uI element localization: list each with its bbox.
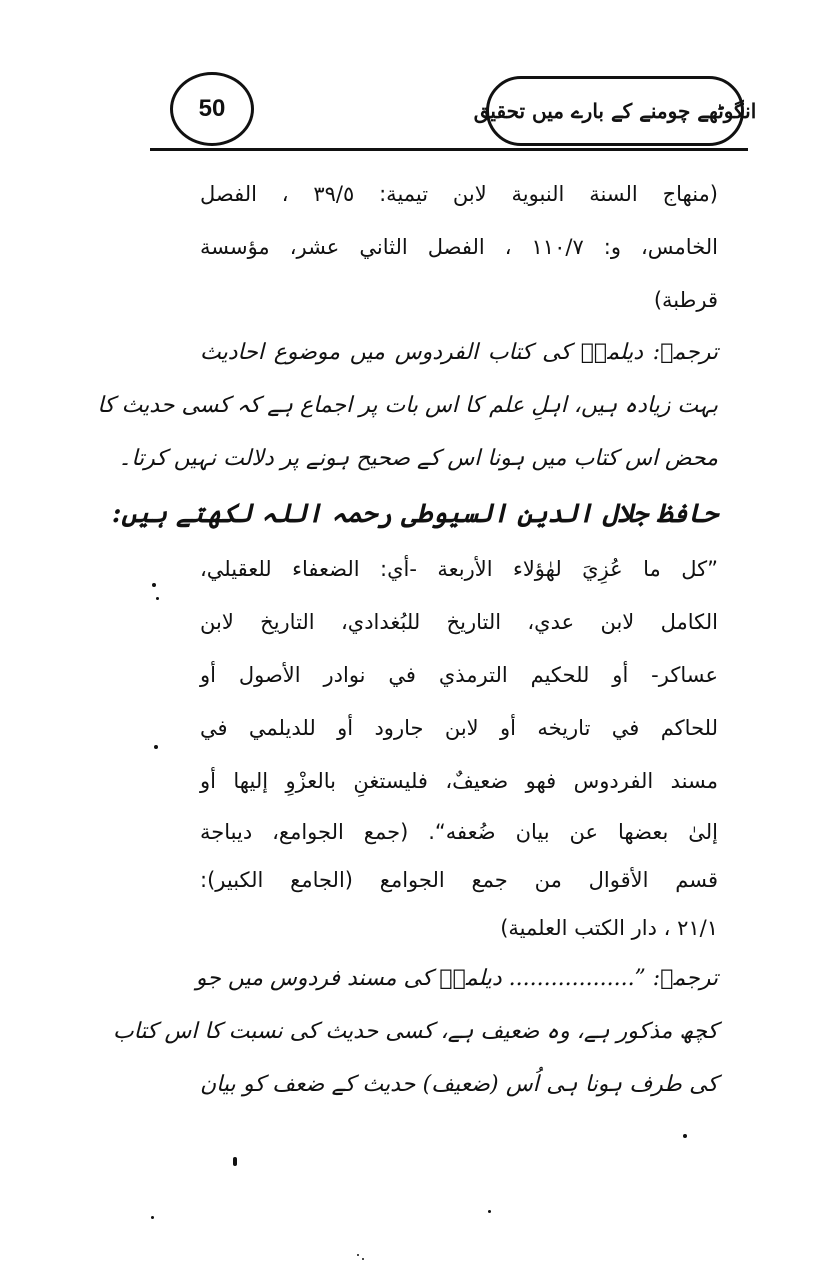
- scan-speck: [362, 1258, 364, 1260]
- translation-line: ترجمہ: دیلمیؒ کی کتاب الفردوس میں موضوع احادیث: [200, 340, 718, 365]
- scan-speck: [152, 583, 156, 587]
- reference-line: (منهاج السنة النبوية لابن تيمية: ٣٩/٥ ، الفصل: [200, 182, 718, 206]
- translation-line: کچھ مذکور ہے، وہ ضعیف ہے، کسی حدیث کی نسبت کا اس کتاب: [112, 1019, 718, 1044]
- quote-line: الكامل لابن عدي، التاريخ للبُغدادي، التاريخ لابن: [200, 610, 718, 634]
- scan-speck: [683, 1134, 687, 1138]
- running-title: انگوٹھے چومنے کے بارے میں تحقیق: [473, 99, 757, 123]
- page-body: [97, 168, 718, 1111]
- scan-speck: [151, 1216, 154, 1219]
- header-divider: [150, 148, 748, 151]
- quote-line: مسند الفردوس فهو ضعيفٌ، فليستغنِ بالعزْوِ إليها أو: [200, 769, 718, 793]
- translation-line: بہت زیادہ ہیں، اہلِ علم کا اس بات پر اجماع ہے کہ کسی حدیث کا: [97, 393, 718, 418]
- scan-speck: [156, 597, 159, 600]
- section-heading: حافظ جلال الدین السیوطی رحمہ اللہ لکھتے ہیں:: [111, 499, 718, 529]
- translation-line: ترجمہ: ”.................. دیلمیؒ کی مسند فردوس میں جو: [195, 966, 718, 991]
- quote-line: للحاكم في تاريخه أو لابن جارود أو للديلمي في: [200, 716, 718, 740]
- reference-line: قرطبة): [653, 288, 718, 312]
- scan-speck: [233, 1157, 237, 1166]
- running-title-badge: [473, 76, 757, 146]
- page-number: 50: [198, 95, 226, 122]
- reference-line: الخامس، و: ١١٠/٧ ، الفصل الثاني عشر، مؤسسة: [200, 235, 718, 259]
- translation-line: کی طرف ہونا ہی اُس (ضعیف) حدیث کے ضعف کو بیان: [200, 1072, 718, 1097]
- quote-line: ”كل ما عُزِيَ لهٰؤلاء الأربعة -أي: الضعفاء للعقيلي،: [200, 557, 718, 581]
- scan-speck: [488, 1210, 491, 1213]
- translation-line: محض اس کتاب میں ہونا اس کے صحیح ہونے پر دلالت نہیں کرتا۔: [118, 446, 718, 471]
- quote-line: عساكر- أو للحكيم الترمذي في نوادر الأصول أو: [200, 663, 718, 687]
- quote-line: ٢١/١ ، دار الكتب العلمية): [500, 916, 718, 940]
- quote-line: إلىٰ بعضها عن بيان ضُعفه“. (جمع الجوامع، ديباجة: [200, 820, 718, 844]
- scan-speck: [154, 745, 158, 749]
- quote-line: قسم الأقوال من جمع الجوامع (الجامع الكبير):: [200, 868, 718, 892]
- page-number-badge: [170, 72, 254, 146]
- scan-speck: [357, 1254, 359, 1256]
